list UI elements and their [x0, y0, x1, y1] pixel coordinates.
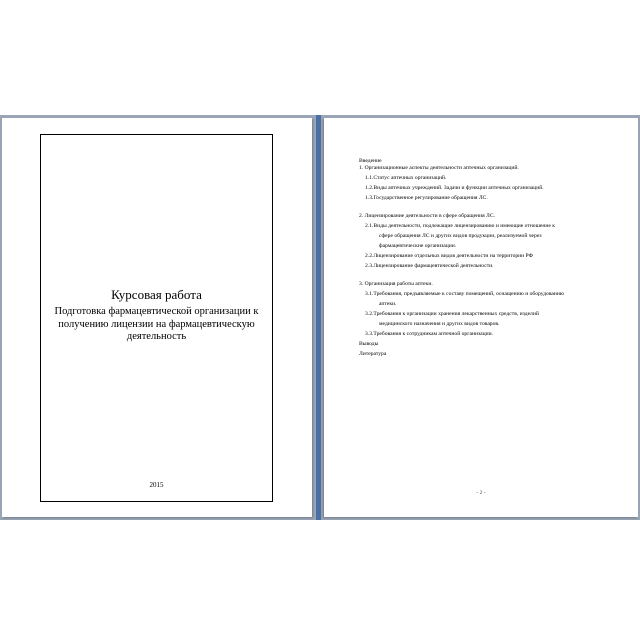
toc-chapter-2: 2. Лицензирование деятельности в сфере обращения ЛС.: [359, 213, 495, 219]
cover-frame: [40, 134, 273, 502]
toc-section-2-1-cont: сфере обращения ЛС и других видов продукции, реализуемой через: [379, 233, 542, 239]
toc-section-2-3: 2.3.Лицензирование фармацевтической деятельности.: [365, 263, 494, 269]
cover-page: [2, 118, 312, 517]
cover-year: 2015: [149, 481, 164, 489]
toc-conclusions: Выводы: [359, 341, 379, 347]
toc-section-3-3: 3.3.Требования к сотрудникам аптечной организации.: [365, 331, 494, 337]
page-number: - 2 -: [476, 490, 486, 496]
contents-page: [324, 118, 638, 517]
cover-title: Курсовая работа: [111, 287, 202, 302]
toc-section-2-1-cont2: фармацевтические организации.: [379, 243, 457, 249]
toc-literature: Литература: [359, 351, 387, 357]
toc-intro: Введение: [359, 158, 382, 164]
table-of-contents: [359, 158, 629, 358]
toc-chapter-3: 3. Организация работы аптеки.: [359, 281, 433, 287]
toc-section-3-2: 3.2.Требования к организации хранения лекарственных средств, изделий: [365, 311, 539, 317]
toc-section-3-2-cont: медицинского назначения и других видов товаров.: [379, 321, 500, 327]
toc-section-1-3: 1.3.Государственное регулирование обращения ЛС.: [365, 195, 488, 201]
toc-section-3-1-cont: аптеки.: [379, 301, 397, 307]
toc-chapter-1: 1. Организационные аспекты деятельности аптечных организаций.: [359, 165, 519, 171]
toc-section-1-2: 1.2.Виды аптечных учреждений. Задачи и функции аптечных организаций.: [365, 185, 544, 191]
toc-section-2-2: 2.2.Лицензирование отдельных видов деятельности на территории РФ: [365, 253, 533, 259]
document-viewer: [0, 115, 640, 520]
cover-subtitle: Подготовка фармацевтической организации к получению лицензии на фармацевтическую деятельность: [54, 306, 259, 342]
page-gutter: [316, 115, 321, 520]
toc-section-2-1: 2.1.Виды деятельности, подлежащие лицензированию и имеющие отношение к: [365, 223, 555, 229]
toc-section-1-1: 1.1.Статус аптечных организаций.: [365, 175, 447, 181]
toc-section-3-1: 3.1.Требования, предъявляемые к составу помещений, оснащению и оборудованию: [365, 291, 565, 297]
